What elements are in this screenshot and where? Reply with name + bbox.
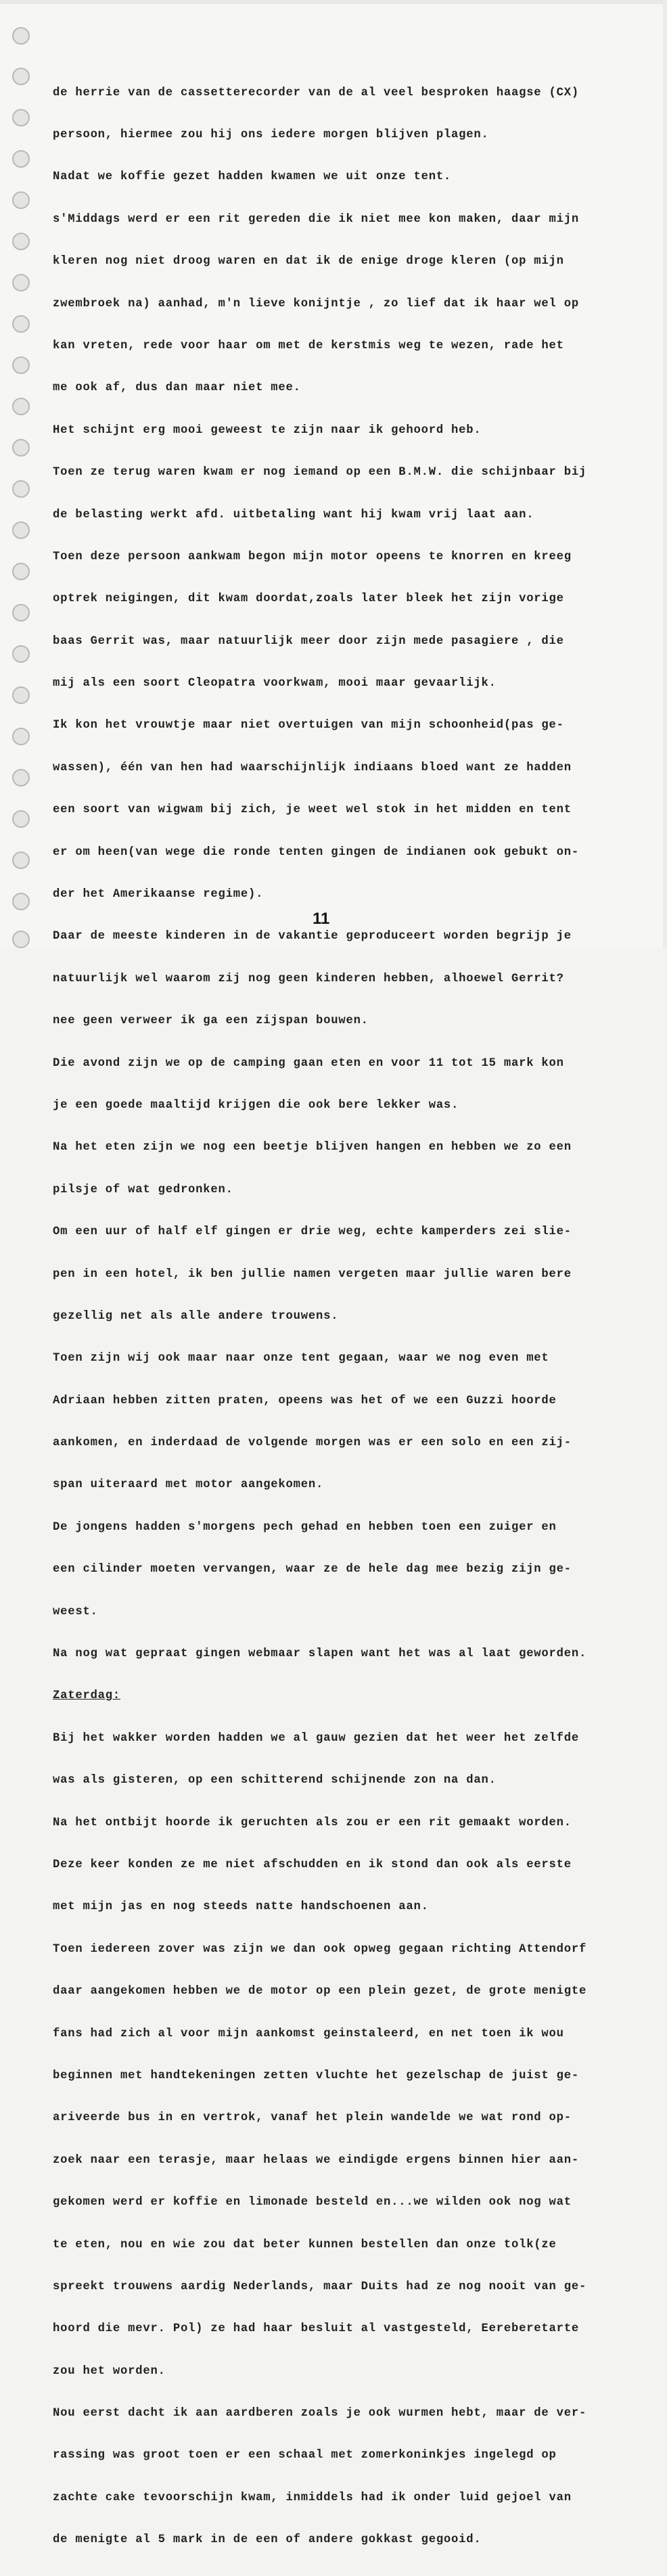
text-line: spreekt trouwens aardig Nederlands, maar Duits had ze nog nooit van ge- <box>53 2280 587 2293</box>
text-line: Nou eerst dacht ik aan aardberen zoals je ook wurmen hebt, maar de ver- <box>53 2407 587 2420</box>
section-heading: Zaterdag: <box>53 1689 121 1703</box>
text-line: Nadat we koffie gezet hadden kwamen we uit onze tent. <box>53 170 452 184</box>
binder-hole <box>12 810 30 828</box>
text-line: Om een uur of half elf gingen er drie weg, echte kamperders zei slie- <box>53 1225 572 1239</box>
text-line: me ook af, dus dan maar niet mee. <box>53 381 301 395</box>
text-line: pen in een hotel, ik ben jullie namen vergeten maar jullie waren bere <box>53 1267 572 1281</box>
binder-hole <box>12 769 30 787</box>
binder-hole <box>12 398 30 415</box>
text-line: natuurlijk wel waarom zij nog geen kinderen hebben, alhoewel Gerrit? <box>53 972 564 985</box>
text-line: Toen iedereen zover was zijn we dan ook opweg gegaan richting Attendorf <box>53 1942 587 1956</box>
binder-holes <box>12 27 31 947</box>
text-line: Toen zijn wij ook maar naar onze tent gegaan, waar we nog even met <box>53 1352 549 1365</box>
text-line: de menigte al 5 mark in de een of andere gokkast gegooid. <box>53 2533 482 2547</box>
text-line: s'Middags werd er een rit gereden die ik niet mee kon maken, daar mijn <box>53 212 579 226</box>
binder-hole <box>12 686 30 704</box>
text-line: zwembroek na) aanhad, m'n lieve konijntje , zo lief dat ik haar wel op <box>53 297 579 310</box>
page-top-edge <box>0 0 667 4</box>
binder-hole <box>12 274 30 291</box>
binder-hole <box>12 604 30 622</box>
binder-hole <box>12 27 30 45</box>
text-line: aankomen, en inderdaad de volgende morgen was er een solo en een zij- <box>53 1436 572 1450</box>
binder-hole <box>12 893 30 910</box>
binder-hole <box>12 315 30 333</box>
text-line: nee geen verweer ik ga een zijspan bouwen. <box>53 1014 369 1028</box>
text-line: rassing was groot toen er een schaal met zomerkoninkjes ingelegd op <box>53 2449 557 2462</box>
text-line: de herrie van de cassetterecorder van de al veel besproken haagse (CX) <box>53 86 579 99</box>
text-line: Toen ze terug waren kwam er nog iemand op een B.M.W. die schijnbaar bij <box>53 466 587 479</box>
text-line: ariveerde bus in en vertrok, vanaf het plein wandelde we wat rond op- <box>53 2111 572 2125</box>
page-number: 11 <box>313 910 330 928</box>
text-line: zoek naar een terasje, maar helaas we eindigde ergens binnen hier aan- <box>53 2153 579 2167</box>
binder-hole <box>12 728 30 745</box>
text-line: persoon, hiermee zou hij ons iedere morgen blijven plagen. <box>53 128 489 141</box>
text-line: kleren nog niet droog waren en dat ik de enige droge kleren (op mijn <box>53 255 564 268</box>
binder-hole <box>12 439 30 456</box>
text-line: Na het ontbijt hoorde ik geruchten als zou er een rit gemaakt worden. <box>53 1816 572 1829</box>
text-line: gekomen werd er koffie en limonade besteld en...we wilden ook nog wat <box>53 2196 572 2209</box>
text-line: er om heen(van wege die ronde tenten gingen de indianen ook gebukt on- <box>53 845 579 859</box>
text-line: wassen), één van hen had waarschijnlijk indiaans bloed want ze hadden <box>53 761 572 774</box>
text-line: te eten, nou en wie zou dat beter kunnen bestellen dan onze tolk(ze <box>53 2238 557 2251</box>
text-line: der het Amerikaanse regime). <box>53 888 264 901</box>
text-line: fans had zich al voor mijn aankomst geinstaleerd, en net toen ik wou <box>53 2027 564 2040</box>
text-line: hoord die mevr. Pol) ze had haar besluit al vastgesteld, Eereberetarte <box>53 2322 579 2336</box>
binder-hole <box>12 150 30 168</box>
text-line: Het schijnt erg mooi geweest te zijn naar ik gehoord heb. <box>53 423 482 437</box>
text-line: Adriaan hebben zitten praten, opeens was het of we een Guzzi hoorde <box>53 1394 557 1407</box>
text-line: Die avond zijn we op de camping gaan eten en voor 11 tot 15 mark kon <box>53 1056 564 1070</box>
text-line: beginnen met handtekeningen zetten vluchte het gezelschap de juist ge- <box>53 2069 579 2082</box>
text-line: zachte cake tevoorschijn kwam, inmiddels had ik onder luid gejoel van <box>53 2491 572 2504</box>
page-right-edge <box>663 0 667 948</box>
text-line: pilsje of wat gedronken. <box>53 1183 233 1196</box>
binder-hole <box>12 191 30 209</box>
binder-hole <box>12 68 30 85</box>
text-line: je een goede maaltijd krijgen die ook bere lekker was. <box>53 1098 459 1112</box>
text-line: optrek neigingen, dit kwam doordat,zoals later bleek het zijn vorige <box>53 592 564 606</box>
text-line: kan vreten, rede voor haar om met de kerstmis weg te wezen, rade het <box>53 339 564 352</box>
text-line: Daar de meeste kinderen in de vakantie geproduceert worden begrijp je <box>53 930 572 943</box>
binder-hole <box>12 851 30 869</box>
text-line: Bij het wakker worden hadden we al gauw gezien dat het weer het zelfde <box>53 1731 579 1745</box>
text-line: Na nog wat gepraat gingen webmaar slapen want het was al laat geworden. <box>53 1647 587 1661</box>
text-line: was als gisteren, op een schitterend schijnende zon na dan. <box>53 1774 497 1787</box>
binder-hole <box>12 931 30 948</box>
text-line: Ik kon het vrouwtje maar niet overtuigen van mijn schoonheid(pas ge- <box>53 719 564 732</box>
binder-hole <box>12 233 30 250</box>
text-line: baas Gerrit was, maar natuurlijk meer door zijn mede pasagiere , die <box>53 634 564 648</box>
text-line: Na het eten zijn we nog een beetje blijven hangen en hebben we zo een <box>53 1141 572 1154</box>
text-line: zou het worden. <box>53 2364 166 2378</box>
binder-hole <box>12 109 30 126</box>
binder-hole <box>12 356 30 374</box>
text-line: een soort van wigwam bij zich, je weet wel stok in het midden en tent <box>53 803 572 817</box>
binder-hole <box>12 480 30 498</box>
text-line: mij als een soort Cleopatra voorkwam, mooi maar gevaarlijk. <box>53 677 497 690</box>
text-line: span uiteraard met motor aangekomen. <box>53 1478 324 1492</box>
text-line: met mijn jas en nog steeds natte handschoenen aan. <box>53 1900 429 1914</box>
binder-hole <box>12 521 30 539</box>
text-line: de belasting werkt afd. uitbetaling want hij kwam vrij laat aan. <box>53 508 534 521</box>
binder-hole <box>12 645 30 663</box>
text-line: Toen deze persoon aankwam begon mijn motor opeens te knorren en kreeg <box>53 550 572 563</box>
text-line: gezellig net als alle andere trouwens. <box>53 1309 339 1323</box>
text-line: daar aangekomen hebben we de motor op een plein gezet, de grote menigte <box>53 1985 587 1998</box>
body-text <box>53 58 660 2576</box>
text-line: weest. <box>53 1605 98 1618</box>
text-line: een cilinder moeten vervangen, waar ze de hele dag mee bezig zijn ge- <box>53 1563 572 1576</box>
text-line: De jongens hadden s'morgens pech gehad en hebben toen een zuiger en <box>53 1520 557 1534</box>
binder-hole <box>12 563 30 580</box>
text-line: Deze keer konden ze me niet afschudden en ik stond dan ook als eerste <box>53 1858 572 1871</box>
